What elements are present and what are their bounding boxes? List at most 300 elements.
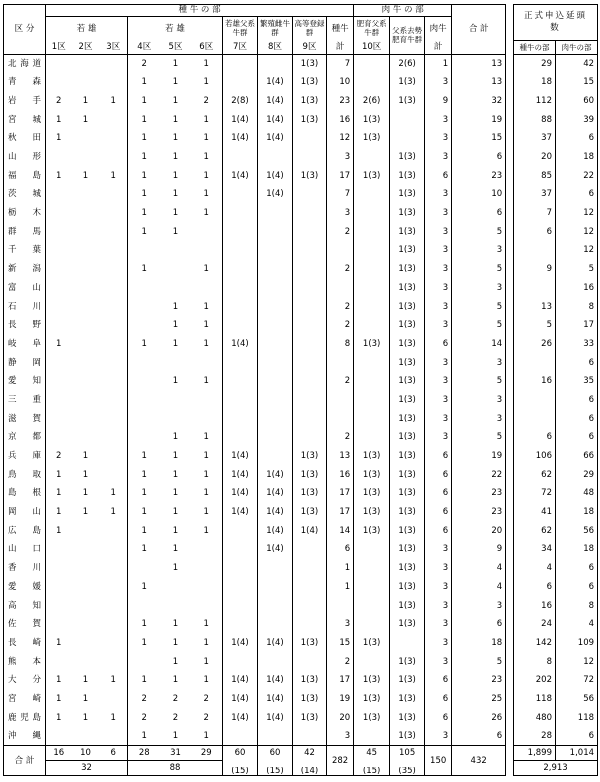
cell: [128, 279, 161, 298]
cell: 1: [141, 114, 147, 125]
cell: 1: [141, 525, 147, 536]
cell: 1(4): [258, 129, 293, 148]
cell: [72, 522, 100, 541]
shugyu-count: [514, 391, 556, 410]
row-total: 13: [491, 58, 503, 69]
prefecture-name: 岩 手: [4, 92, 46, 111]
cell: [258, 578, 293, 597]
total-7ku: 60: [223, 746, 258, 761]
prefecture-name: 島 根: [4, 484, 46, 503]
entry-count-table: [513, 4, 598, 776]
cell: 1(3): [390, 559, 425, 578]
cell: 3: [425, 559, 452, 578]
nikugyu-count: 6: [588, 357, 595, 368]
cell: 1(3): [390, 167, 425, 186]
row-total: 32: [491, 95, 503, 106]
nikugyu-count: 12: [583, 208, 595, 219]
cell: 3: [425, 615, 452, 634]
cell: 1(3): [354, 111, 390, 130]
cell: 3: [327, 148, 354, 167]
shugyu-count: [514, 279, 556, 298]
cell: 3: [425, 653, 452, 672]
shugyu-count: 29: [514, 55, 556, 74]
side-row: [514, 447, 598, 466]
cell: [46, 316, 72, 335]
cell: [327, 241, 354, 260]
cell: [293, 540, 327, 559]
cell: 1: [56, 170, 62, 181]
cell: [293, 354, 327, 373]
cell: 16: [327, 111, 354, 130]
cell: 1: [172, 152, 179, 163]
cell: [223, 727, 258, 746]
shugyu-count: 9: [514, 260, 556, 279]
prefecture-name: 兵 庫: [4, 447, 46, 466]
cell: 23: [327, 92, 354, 111]
cell: [161, 354, 191, 373]
table-row: [4, 484, 506, 503]
side-nikugyu-header: 肉牛の部: [556, 41, 598, 55]
prefecture-name: 香 川: [4, 559, 46, 578]
cell: 1: [327, 559, 354, 578]
cell: [46, 55, 72, 74]
koutou-header: 高等登録群: [293, 17, 327, 41]
cell: 1: [141, 77, 147, 88]
cell: [72, 73, 100, 92]
cell: 16: [327, 466, 354, 485]
cell: [354, 279, 390, 298]
prefecture-name: 鹿児島: [4, 709, 46, 728]
cell: [191, 596, 223, 615]
shugyu-count: 13: [514, 297, 556, 316]
cell: [354, 223, 390, 242]
cell: 2: [327, 428, 354, 447]
prefecture-name: 石 川: [4, 297, 46, 316]
cell: 1: [191, 129, 223, 148]
cell: [46, 185, 72, 204]
table-row: [4, 596, 506, 615]
nikugyu-count: 6: [588, 563, 595, 574]
cell: [191, 559, 223, 578]
cell: 1(3): [390, 540, 425, 559]
cell: 1: [141, 189, 147, 200]
row-total: 4: [496, 581, 503, 592]
cell: [354, 354, 390, 373]
cell: 1: [172, 432, 179, 443]
table-row: [4, 634, 506, 653]
cell: [258, 297, 293, 316]
table-row: [4, 129, 506, 148]
cell: 1: [191, 466, 223, 485]
cell: 1(3): [390, 223, 425, 242]
nikugyu-count: 56: [583, 693, 595, 704]
cell: 1(4): [258, 690, 293, 709]
prefecture-name: 宮 城: [4, 111, 46, 130]
cell: [46, 410, 72, 429]
cell: 1(4): [223, 503, 258, 522]
nikugyu-count: 6: [588, 581, 595, 592]
cell: [100, 279, 128, 298]
cell: [100, 335, 128, 354]
prefecture-name: 鳥 取: [4, 466, 46, 485]
cell: 6: [425, 466, 452, 485]
cell: 1(3): [354, 335, 390, 354]
cell: [46, 260, 72, 279]
side-total-all: 2,913: [543, 763, 568, 774]
nikugyu-count: 42: [583, 58, 595, 69]
cell: 1: [141, 226, 147, 237]
cell: 1: [425, 55, 452, 74]
row-total: 14: [491, 338, 503, 349]
cell: 1: [141, 451, 147, 462]
cell: [46, 148, 72, 167]
row-total: 15: [491, 133, 503, 144]
cell: [223, 559, 258, 578]
cell: [46, 223, 72, 242]
cell: 1: [56, 712, 62, 723]
cell: [354, 73, 390, 92]
cell: [100, 297, 128, 316]
cell: [72, 596, 100, 615]
cell: 1: [56, 469, 62, 480]
cell: [390, 111, 425, 130]
cell: 3: [425, 73, 452, 92]
table-row: [4, 559, 506, 578]
cell: [72, 634, 100, 653]
cell: 1: [191, 653, 223, 672]
cell: 1: [191, 372, 223, 391]
shugyu-count: 37: [514, 129, 556, 148]
shugyu-count: 202: [514, 671, 556, 690]
cell: 3: [425, 540, 452, 559]
cell: 1: [141, 133, 147, 144]
shugyu-count: 28: [514, 727, 556, 746]
cell: [100, 354, 128, 373]
cell: 1(3): [390, 92, 425, 111]
cell: [100, 559, 128, 578]
cell: 1: [172, 114, 179, 125]
cell: [128, 297, 161, 316]
shugyu-count: 6: [514, 223, 556, 242]
cell: 3: [425, 241, 452, 260]
cell: 1(3): [354, 447, 390, 466]
cell: [223, 540, 258, 559]
cell: 1: [141, 488, 147, 499]
cell: 2: [172, 712, 179, 723]
cell: 2: [327, 316, 354, 335]
cell: [72, 653, 100, 672]
cell: 1(4): [258, 503, 293, 522]
cell: 1(4): [223, 690, 258, 709]
cell: [100, 223, 128, 242]
cell: 3: [425, 129, 452, 148]
shugyu-count: 6: [514, 578, 556, 597]
row-total: 5: [496, 656, 503, 667]
cell: 1(4): [223, 671, 258, 690]
cell: [100, 55, 128, 74]
cell: [258, 279, 293, 298]
cell: 1: [172, 170, 179, 181]
cell: 1(3): [390, 391, 425, 410]
row-total: 3: [496, 394, 503, 405]
cell: [46, 596, 72, 615]
cell: 1(3): [390, 690, 425, 709]
cell: [128, 241, 161, 260]
cell: 1: [141, 544, 147, 555]
cell: [258, 354, 293, 373]
cell: 2: [191, 709, 223, 728]
cell: 1: [56, 637, 62, 648]
cell: [390, 129, 425, 148]
cell: 1: [191, 484, 223, 503]
row-total: 4: [496, 563, 503, 574]
cell: 6: [425, 671, 452, 690]
cell: [354, 260, 390, 279]
side-row: [514, 185, 598, 204]
cell: [223, 578, 258, 597]
row-total: 6: [496, 208, 503, 219]
cell: 1: [172, 507, 179, 518]
side-row: [514, 335, 598, 354]
cell: 1: [56, 338, 62, 349]
cell: 1: [56, 675, 62, 686]
cell: [223, 204, 258, 223]
prefecture-name: 宮 崎: [4, 690, 46, 709]
cell: 2: [141, 712, 147, 723]
cell: [258, 596, 293, 615]
side-row: [514, 372, 598, 391]
cell: 1: [100, 167, 128, 186]
cell: [72, 185, 100, 204]
nikugyu-count: 12: [583, 245, 595, 256]
nikugyu-count: 35: [583, 376, 595, 387]
cell: [128, 410, 161, 429]
row-total: 19: [491, 114, 503, 125]
cell: [354, 372, 390, 391]
cell: 1(4): [258, 709, 293, 728]
cell: 1: [172, 656, 179, 667]
cell: [161, 260, 191, 279]
row-total: 6: [496, 152, 503, 163]
nikugyu-kei-header-bottom: 計: [425, 41, 452, 55]
cell: [72, 260, 100, 279]
prefecture-name: 愛 媛: [4, 578, 46, 597]
cell: 2(6): [354, 92, 390, 111]
nikugyu-count: 66: [583, 451, 595, 462]
cell: 1: [172, 675, 179, 686]
total-label: 合 計: [4, 746, 46, 776]
cell: [354, 55, 390, 74]
cell: [128, 596, 161, 615]
table-row: [4, 260, 506, 279]
table-row: [4, 709, 506, 728]
total-8ku-paren: (15): [258, 767, 293, 776]
cell: 3: [425, 578, 452, 597]
total-9ku: 42: [293, 746, 327, 761]
table-row: [4, 653, 506, 672]
cell: 1: [172, 320, 179, 331]
table-row: [4, 372, 506, 391]
cell: [327, 391, 354, 410]
cell: [46, 204, 72, 223]
cell: [100, 111, 128, 130]
side-row: [514, 92, 598, 111]
prefecture-name: 京 都: [4, 428, 46, 447]
cell: 1: [141, 581, 147, 592]
prefecture-name: 福 島: [4, 167, 46, 186]
cell: [293, 727, 327, 746]
cell: 1: [327, 578, 354, 597]
prefecture-name: 高 知: [4, 596, 46, 615]
cell: [100, 372, 128, 391]
kubun-header: 区 分: [4, 5, 46, 55]
col-6ku: 6区: [191, 41, 223, 55]
cell: 1: [56, 114, 62, 125]
table-row: [4, 297, 506, 316]
prefecture-name: 岐 阜: [4, 335, 46, 354]
cell: [72, 223, 100, 242]
cell: [72, 540, 100, 559]
side-row: [514, 615, 598, 634]
cell: [100, 596, 128, 615]
cell: [223, 428, 258, 447]
nikugyu-kei-header-top: 肉牛: [425, 17, 452, 41]
cell: [100, 428, 128, 447]
cell: 1(3): [293, 503, 327, 522]
cell: 1(4): [258, 73, 293, 92]
cell: 3: [425, 223, 452, 242]
cell: 1: [191, 204, 223, 223]
cell: [354, 559, 390, 578]
cell: 1(4): [223, 634, 258, 653]
cell: 2: [141, 58, 147, 69]
cell: [46, 391, 72, 410]
prefecture-name: 秋 田: [4, 129, 46, 148]
cell: [293, 223, 327, 242]
nikugyu-count: 5: [588, 264, 595, 275]
cell: 1(3): [354, 690, 390, 709]
cell: [293, 428, 327, 447]
table-body: [4, 55, 506, 746]
cell: 1(3): [354, 466, 390, 485]
cell: 1: [191, 316, 223, 335]
cell: [293, 410, 327, 429]
cell: [72, 727, 100, 746]
cell: 1(4): [223, 466, 258, 485]
cell: [354, 297, 390, 316]
cell: 3: [425, 727, 452, 746]
cell: 1(3): [354, 167, 390, 186]
cell: [161, 410, 191, 429]
cell: 1: [191, 111, 223, 130]
nikugyu-count: 6: [588, 394, 595, 405]
cell: [100, 73, 128, 92]
nikugyu-count: 109: [577, 637, 595, 648]
prefecture-name: 長 野: [4, 316, 46, 335]
cell: 1: [141, 637, 147, 648]
cell: 3: [425, 410, 452, 429]
table-row: [4, 410, 506, 429]
cell: [293, 129, 327, 148]
cell: [223, 615, 258, 634]
cell: 17: [327, 503, 354, 522]
shugyu-count: 62: [514, 466, 556, 485]
side-row: [514, 223, 598, 242]
cell: [46, 241, 72, 260]
cell: 1(3): [390, 578, 425, 597]
prefecture-name: 岡 山: [4, 503, 46, 522]
row-total: 5: [496, 301, 503, 312]
table-total: [4, 746, 506, 776]
cell: [354, 615, 390, 634]
cell: [223, 596, 258, 615]
nikugyu-count: 18: [583, 507, 595, 518]
cell: 1: [172, 637, 179, 648]
row-total: 22: [491, 469, 503, 480]
cell: 20: [327, 709, 354, 728]
cell: 1(3): [390, 709, 425, 728]
cell: 1: [172, 208, 179, 219]
cell: [293, 559, 327, 578]
table-row: [4, 241, 506, 260]
cell: 1(3): [390, 653, 425, 672]
row-total: 23: [491, 170, 503, 181]
prefecture-name: 長 崎: [4, 634, 46, 653]
cell: [100, 634, 128, 653]
cell: 1: [100, 671, 128, 690]
cell: 3: [425, 185, 452, 204]
shugyu-count: 26: [514, 335, 556, 354]
cell: [354, 653, 390, 672]
table-row: [4, 690, 506, 709]
row-total: 3: [496, 245, 503, 256]
nikugyu-section-header: 肉 牛 の 部: [354, 5, 452, 17]
cell: [293, 241, 327, 260]
table-header: [4, 5, 506, 55]
cell: [72, 559, 100, 578]
col-7ku: 7区: [223, 41, 258, 55]
cell: 1: [141, 675, 147, 686]
cell: 1: [100, 503, 128, 522]
cell: 3: [327, 727, 354, 746]
prefecture-name: 北海道: [4, 55, 46, 74]
cell: 1: [172, 619, 179, 630]
cell: [258, 653, 293, 672]
cell: 1: [191, 727, 223, 746]
cell: [100, 391, 128, 410]
cell: [72, 615, 100, 634]
shugyu-count: 88: [514, 111, 556, 130]
cell: [72, 148, 100, 167]
nikugyu-count: 15: [583, 77, 595, 88]
cell: 7: [327, 185, 354, 204]
side-row: [514, 148, 598, 167]
row-total: 23: [491, 488, 503, 499]
cell: [46, 73, 72, 92]
cell: [72, 316, 100, 335]
row-total: 10: [491, 189, 503, 200]
table-row: [4, 503, 506, 522]
cell: 1: [191, 185, 223, 204]
cell: [258, 391, 293, 410]
cell: [293, 316, 327, 335]
shugyu-count: 85: [514, 167, 556, 186]
cell: [100, 727, 128, 746]
side-row: [514, 316, 598, 335]
cell: 2: [172, 693, 179, 704]
col-2ku: 2区: [72, 41, 100, 55]
cell: [72, 297, 100, 316]
